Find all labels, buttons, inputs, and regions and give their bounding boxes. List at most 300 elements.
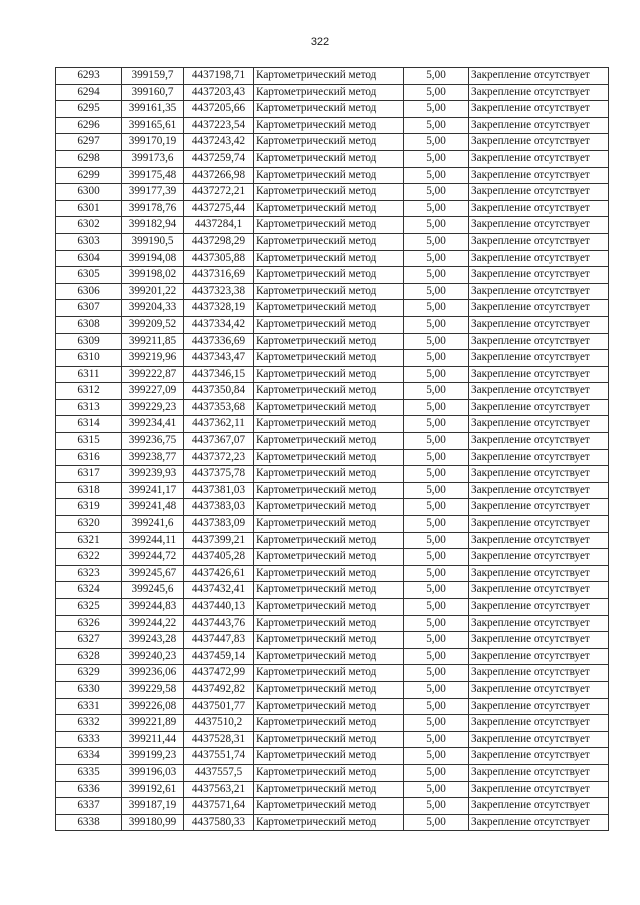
fixation-cell: Закрепление отсутствует <box>469 200 609 217</box>
method-cell: Картометрический метод <box>254 466 404 483</box>
x-coordinate-cell: 399160,7 <box>122 84 184 101</box>
table-row <box>56 333 609 350</box>
method-cell: Картометрический метод <box>254 117 404 134</box>
y-coordinate-cell: 4437472,99 <box>184 665 254 682</box>
method-cell: Картометрический метод <box>254 499 404 516</box>
accuracy-cell: 5,00 <box>404 665 469 682</box>
fixation-cell: Закрепление отсутствует <box>469 748 609 765</box>
x-coordinate-cell: 399236,75 <box>122 433 184 450</box>
table-row <box>56 764 609 781</box>
x-coordinate-cell: 399190,5 <box>122 233 184 250</box>
method-cell: Картометрический метод <box>254 798 404 815</box>
table-row <box>56 233 609 250</box>
point-number-cell: 6332 <box>56 715 122 732</box>
point-number-cell: 6327 <box>56 632 122 649</box>
table-row <box>56 383 609 400</box>
accuracy-cell: 5,00 <box>404 599 469 616</box>
y-coordinate-cell: 4437243,42 <box>184 134 254 151</box>
table-row <box>56 499 609 516</box>
y-coordinate-cell: 4437405,28 <box>184 549 254 566</box>
method-cell: Картометрический метод <box>254 532 404 549</box>
fixation-cell: Закрепление отсутствует <box>469 101 609 118</box>
y-coordinate-cell: 4437372,23 <box>184 449 254 466</box>
coordinates-table <box>55 67 609 831</box>
table-row <box>56 350 609 367</box>
method-cell: Картометрический метод <box>254 217 404 234</box>
point-number-cell: 6313 <box>56 399 122 416</box>
x-coordinate-cell: 399199,23 <box>122 748 184 765</box>
x-coordinate-cell: 399241,48 <box>122 499 184 516</box>
y-coordinate-cell: 4437443,76 <box>184 615 254 632</box>
point-number-cell: 6335 <box>56 764 122 781</box>
x-coordinate-cell: 399236,06 <box>122 665 184 682</box>
table-row <box>56 283 609 300</box>
fixation-cell: Закрепление отсутствует <box>469 549 609 566</box>
x-coordinate-cell: 399244,22 <box>122 615 184 632</box>
method-cell: Картометрический метод <box>254 333 404 350</box>
x-coordinate-cell: 399175,48 <box>122 167 184 184</box>
x-coordinate-cell: 399238,77 <box>122 449 184 466</box>
table-row <box>56 466 609 483</box>
accuracy-cell: 5,00 <box>404 748 469 765</box>
fixation-cell: Закрепление отсутствует <box>469 516 609 533</box>
fixation-cell: Закрепление отсутствует <box>469 814 609 831</box>
accuracy-cell: 5,00 <box>404 101 469 118</box>
table-row <box>56 433 609 450</box>
fixation-cell: Закрепление отсутствует <box>469 383 609 400</box>
method-cell: Картометрический метод <box>254 366 404 383</box>
y-coordinate-cell: 4437353,68 <box>184 399 254 416</box>
accuracy-cell: 5,00 <box>404 781 469 798</box>
table-row <box>56 399 609 416</box>
x-coordinate-cell: 399198,02 <box>122 267 184 284</box>
table-row <box>56 599 609 616</box>
table-row <box>56 665 609 682</box>
method-cell: Картометрический метод <box>254 781 404 798</box>
y-coordinate-cell: 4437203,43 <box>184 84 254 101</box>
y-coordinate-cell: 4437571,64 <box>184 798 254 815</box>
fixation-cell: Закрепление отсутствует <box>469 764 609 781</box>
table-row <box>56 200 609 217</box>
y-coordinate-cell: 4437275,44 <box>184 200 254 217</box>
y-coordinate-cell: 4437510,2 <box>184 715 254 732</box>
accuracy-cell: 5,00 <box>404 798 469 815</box>
x-coordinate-cell: 399182,94 <box>122 217 184 234</box>
x-coordinate-cell: 399244,11 <box>122 532 184 549</box>
point-number-cell: 6324 <box>56 582 122 599</box>
x-coordinate-cell: 399161,35 <box>122 101 184 118</box>
fixation-cell: Закрепление отсутствует <box>469 350 609 367</box>
fixation-cell: Закрепление отсутствует <box>469 482 609 499</box>
y-coordinate-cell: 4437205,66 <box>184 101 254 118</box>
accuracy-cell: 5,00 <box>404 449 469 466</box>
accuracy-cell: 5,00 <box>404 366 469 383</box>
point-number-cell: 6325 <box>56 599 122 616</box>
x-coordinate-cell: 399165,61 <box>122 117 184 134</box>
accuracy-cell: 5,00 <box>404 217 469 234</box>
fixation-cell: Закрепление отсутствует <box>469 366 609 383</box>
method-cell: Картометрический метод <box>254 748 404 765</box>
y-coordinate-cell: 4437492,82 <box>184 681 254 698</box>
fixation-cell: Закрепление отсутствует <box>469 599 609 616</box>
accuracy-cell: 5,00 <box>404 300 469 317</box>
y-coordinate-cell: 4437432,41 <box>184 582 254 599</box>
fixation-cell: Закрепление отсутствует <box>469 665 609 682</box>
point-number-cell: 6297 <box>56 134 122 151</box>
table-row <box>56 449 609 466</box>
table-row <box>56 150 609 167</box>
fixation-cell: Закрепление отсутствует <box>469 698 609 715</box>
y-coordinate-cell: 4437272,21 <box>184 184 254 201</box>
table-row <box>56 715 609 732</box>
accuracy-cell: 5,00 <box>404 433 469 450</box>
accuracy-cell: 5,00 <box>404 184 469 201</box>
y-coordinate-cell: 4437375,78 <box>184 466 254 483</box>
table-row <box>56 416 609 433</box>
table-row <box>56 549 609 566</box>
method-cell: Картометрический метод <box>254 399 404 416</box>
table-row <box>56 482 609 499</box>
fixation-cell: Закрепление отсутствует <box>469 449 609 466</box>
point-number-cell: 6298 <box>56 150 122 167</box>
table-row <box>56 698 609 715</box>
table-row <box>56 84 609 101</box>
method-cell: Картометрический метод <box>254 184 404 201</box>
fixation-cell: Закрепление отсутствует <box>469 416 609 433</box>
x-coordinate-cell: 399243,28 <box>122 632 184 649</box>
table-row <box>56 117 609 134</box>
point-number-cell: 6318 <box>56 482 122 499</box>
accuracy-cell: 5,00 <box>404 648 469 665</box>
accuracy-cell: 5,00 <box>404 383 469 400</box>
x-coordinate-cell: 399201,22 <box>122 283 184 300</box>
x-coordinate-cell: 399170,19 <box>122 134 184 151</box>
table-row <box>56 217 609 234</box>
table-row <box>56 798 609 815</box>
accuracy-cell: 5,00 <box>404 200 469 217</box>
fixation-cell: Закрепление отсутствует <box>469 582 609 599</box>
point-number-cell: 6326 <box>56 615 122 632</box>
table-row <box>56 366 609 383</box>
table-row <box>56 68 609 85</box>
method-cell: Картометрический метод <box>254 433 404 450</box>
y-coordinate-cell: 4437316,69 <box>184 267 254 284</box>
accuracy-cell: 5,00 <box>404 632 469 649</box>
x-coordinate-cell: 399226,08 <box>122 698 184 715</box>
table-row <box>56 565 609 582</box>
point-number-cell: 6308 <box>56 316 122 333</box>
fixation-cell: Закрепление отсутствует <box>469 233 609 250</box>
table-row <box>56 300 609 317</box>
method-cell: Картометрический метод <box>254 698 404 715</box>
fixation-cell: Закрепление отсутствует <box>469 167 609 184</box>
table-row <box>56 101 609 118</box>
y-coordinate-cell: 4437459,14 <box>184 648 254 665</box>
accuracy-cell: 5,00 <box>404 250 469 267</box>
method-cell: Картометрический метод <box>254 665 404 682</box>
accuracy-cell: 5,00 <box>404 350 469 367</box>
point-number-cell: 6333 <box>56 731 122 748</box>
table-row <box>56 267 609 284</box>
x-coordinate-cell: 399240,23 <box>122 648 184 665</box>
accuracy-cell: 5,00 <box>404 516 469 533</box>
y-coordinate-cell: 4437336,69 <box>184 333 254 350</box>
point-number-cell: 6336 <box>56 781 122 798</box>
x-coordinate-cell: 399229,58 <box>122 681 184 698</box>
point-number-cell: 6300 <box>56 184 122 201</box>
fixation-cell: Закрепление отсутствует <box>469 615 609 632</box>
method-cell: Картометрический метод <box>254 101 404 118</box>
accuracy-cell: 5,00 <box>404 466 469 483</box>
table-row <box>56 134 609 151</box>
accuracy-cell: 5,00 <box>404 84 469 101</box>
x-coordinate-cell: 399177,39 <box>122 184 184 201</box>
method-cell: Картометрический метод <box>254 68 404 85</box>
fixation-cell: Закрепление отсутствует <box>469 300 609 317</box>
x-coordinate-cell: 399241,17 <box>122 482 184 499</box>
accuracy-cell: 5,00 <box>404 549 469 566</box>
fixation-cell: Закрепление отсутствует <box>469 648 609 665</box>
point-number-cell: 6295 <box>56 101 122 118</box>
point-number-cell: 6329 <box>56 665 122 682</box>
fixation-cell: Закрепление отсутствует <box>469 267 609 284</box>
x-coordinate-cell: 399209,52 <box>122 316 184 333</box>
y-coordinate-cell: 4437440,13 <box>184 599 254 616</box>
fixation-cell: Закрепление отсутствует <box>469 632 609 649</box>
x-coordinate-cell: 399211,44 <box>122 731 184 748</box>
accuracy-cell: 5,00 <box>404 150 469 167</box>
method-cell: Картометрический метод <box>254 449 404 466</box>
fixation-cell: Закрепление отсутствует <box>469 399 609 416</box>
x-coordinate-cell: 399227,09 <box>122 383 184 400</box>
fixation-cell: Закрепление отсутствует <box>469 499 609 516</box>
method-cell: Картометрический метод <box>254 565 404 582</box>
y-coordinate-cell: 4437323,38 <box>184 283 254 300</box>
method-cell: Картометрический метод <box>254 615 404 632</box>
method-cell: Картометрический метод <box>254 84 404 101</box>
x-coordinate-cell: 399219,96 <box>122 350 184 367</box>
y-coordinate-cell: 4437557,5 <box>184 764 254 781</box>
fixation-cell: Закрепление отсутствует <box>469 466 609 483</box>
fixation-cell: Закрепление отсутствует <box>469 532 609 549</box>
point-number-cell: 6322 <box>56 549 122 566</box>
x-coordinate-cell: 399222,87 <box>122 366 184 383</box>
method-cell: Картометрический метод <box>254 167 404 184</box>
y-coordinate-cell: 4437426,61 <box>184 565 254 582</box>
accuracy-cell: 5,00 <box>404 333 469 350</box>
fixation-cell: Закрепление отсутствует <box>469 68 609 85</box>
y-coordinate-cell: 4437350,84 <box>184 383 254 400</box>
point-number-cell: 6301 <box>56 200 122 217</box>
coordinates-table-body <box>56 68 609 831</box>
fixation-cell: Закрепление отсутствует <box>469 433 609 450</box>
accuracy-cell: 5,00 <box>404 134 469 151</box>
fixation-cell: Закрепление отсутствует <box>469 681 609 698</box>
accuracy-cell: 5,00 <box>404 482 469 499</box>
accuracy-cell: 5,00 <box>404 532 469 549</box>
point-number-cell: 6309 <box>56 333 122 350</box>
method-cell: Картометрический метод <box>254 250 404 267</box>
y-coordinate-cell: 4437399,21 <box>184 532 254 549</box>
point-number-cell: 6337 <box>56 798 122 815</box>
point-number-cell: 6328 <box>56 648 122 665</box>
point-number-cell: 6321 <box>56 532 122 549</box>
accuracy-cell: 5,00 <box>404 267 469 284</box>
table-row <box>56 316 609 333</box>
y-coordinate-cell: 4437367,07 <box>184 433 254 450</box>
accuracy-cell: 5,00 <box>404 167 469 184</box>
point-number-cell: 6296 <box>56 117 122 134</box>
point-number-cell: 6306 <box>56 283 122 300</box>
method-cell: Картометрический метод <box>254 814 404 831</box>
method-cell: Картометрический метод <box>254 681 404 698</box>
accuracy-cell: 5,00 <box>404 233 469 250</box>
method-cell: Картометрический метод <box>254 599 404 616</box>
table-row <box>56 516 609 533</box>
point-number-cell: 6310 <box>56 350 122 367</box>
accuracy-cell: 5,00 <box>404 698 469 715</box>
fixation-cell: Закрепление отсутствует <box>469 316 609 333</box>
table-row <box>56 648 609 665</box>
method-cell: Картометрический метод <box>254 267 404 284</box>
accuracy-cell: 5,00 <box>404 68 469 85</box>
table-row <box>56 748 609 765</box>
y-coordinate-cell: 4437563,21 <box>184 781 254 798</box>
accuracy-cell: 5,00 <box>404 715 469 732</box>
y-coordinate-cell: 4437305,88 <box>184 250 254 267</box>
x-coordinate-cell: 399244,72 <box>122 549 184 566</box>
x-coordinate-cell: 399159,7 <box>122 68 184 85</box>
accuracy-cell: 5,00 <box>404 117 469 134</box>
method-cell: Картометрический метод <box>254 582 404 599</box>
x-coordinate-cell: 399178,76 <box>122 200 184 217</box>
fixation-cell: Закрепление отсутствует <box>469 150 609 167</box>
method-cell: Картометрический метод <box>254 383 404 400</box>
x-coordinate-cell: 399211,85 <box>122 333 184 350</box>
point-number-cell: 6320 <box>56 516 122 533</box>
method-cell: Картометрический метод <box>254 632 404 649</box>
point-number-cell: 6314 <box>56 416 122 433</box>
point-number-cell: 6307 <box>56 300 122 317</box>
point-number-cell: 6312 <box>56 383 122 400</box>
y-coordinate-cell: 4437346,15 <box>184 366 254 383</box>
x-coordinate-cell: 399229,23 <box>122 399 184 416</box>
table-row <box>56 781 609 798</box>
y-coordinate-cell: 4437580,33 <box>184 814 254 831</box>
table-row <box>56 532 609 549</box>
x-coordinate-cell: 399244,83 <box>122 599 184 616</box>
x-coordinate-cell: 399192,61 <box>122 781 184 798</box>
accuracy-cell: 5,00 <box>404 731 469 748</box>
point-number-cell: 6331 <box>56 698 122 715</box>
point-number-cell: 6303 <box>56 233 122 250</box>
fixation-cell: Закрепление отсутствует <box>469 184 609 201</box>
point-number-cell: 6293 <box>56 68 122 85</box>
point-number-cell: 6334 <box>56 748 122 765</box>
point-number-cell: 6323 <box>56 565 122 582</box>
page-number: 322 <box>310 36 330 48</box>
y-coordinate-cell: 4437223,54 <box>184 117 254 134</box>
method-cell: Картометрический метод <box>254 233 404 250</box>
method-cell: Картометрический метод <box>254 648 404 665</box>
accuracy-cell: 5,00 <box>404 399 469 416</box>
accuracy-cell: 5,00 <box>404 582 469 599</box>
method-cell: Картометрический метод <box>254 416 404 433</box>
fixation-cell: Закрепление отсутствует <box>469 134 609 151</box>
x-coordinate-cell: 399187,19 <box>122 798 184 815</box>
y-coordinate-cell: 4437447,83 <box>184 632 254 649</box>
y-coordinate-cell: 4437334,42 <box>184 316 254 333</box>
point-number-cell: 6315 <box>56 433 122 450</box>
point-number-cell: 6317 <box>56 466 122 483</box>
point-number-cell: 6311 <box>56 366 122 383</box>
x-coordinate-cell: 399180,99 <box>122 814 184 831</box>
y-coordinate-cell: 4437298,29 <box>184 233 254 250</box>
point-number-cell: 6316 <box>56 449 122 466</box>
y-coordinate-cell: 4437284,1 <box>184 217 254 234</box>
accuracy-cell: 5,00 <box>404 316 469 333</box>
method-cell: Картометрический метод <box>254 764 404 781</box>
method-cell: Картометрический метод <box>254 316 404 333</box>
method-cell: Картометрический метод <box>254 134 404 151</box>
y-coordinate-cell: 4437383,09 <box>184 516 254 533</box>
fixation-cell: Закрепление отсутствует <box>469 715 609 732</box>
method-cell: Картометрический метод <box>254 715 404 732</box>
y-coordinate-cell: 4437551,74 <box>184 748 254 765</box>
fixation-cell: Закрепление отсутствует <box>469 798 609 815</box>
accuracy-cell: 5,00 <box>404 615 469 632</box>
fixation-cell: Закрепление отсутствует <box>469 333 609 350</box>
fixation-cell: Закрепление отсутствует <box>469 84 609 101</box>
accuracy-cell: 5,00 <box>404 416 469 433</box>
point-number-cell: 6304 <box>56 250 122 267</box>
fixation-cell: Закрепление отсутствует <box>469 283 609 300</box>
method-cell: Картометрический метод <box>254 516 404 533</box>
point-number-cell: 6338 <box>56 814 122 831</box>
method-cell: Картометрический метод <box>254 200 404 217</box>
y-coordinate-cell: 4437381,03 <box>184 482 254 499</box>
point-number-cell: 6305 <box>56 267 122 284</box>
y-coordinate-cell: 4437328,19 <box>184 300 254 317</box>
table-row <box>56 615 609 632</box>
x-coordinate-cell: 399234,41 <box>122 416 184 433</box>
x-coordinate-cell: 399196,03 <box>122 764 184 781</box>
x-coordinate-cell: 399173,6 <box>122 150 184 167</box>
table-row <box>56 632 609 649</box>
point-number-cell: 6299 <box>56 167 122 184</box>
y-coordinate-cell: 4437528,31 <box>184 731 254 748</box>
x-coordinate-cell: 399245,67 <box>122 565 184 582</box>
x-coordinate-cell: 399245,6 <box>122 582 184 599</box>
accuracy-cell: 5,00 <box>404 681 469 698</box>
accuracy-cell: 5,00 <box>404 283 469 300</box>
table-row <box>56 184 609 201</box>
method-cell: Картометрический метод <box>254 350 404 367</box>
accuracy-cell: 5,00 <box>404 565 469 582</box>
table-row <box>56 731 609 748</box>
y-coordinate-cell: 4437259,74 <box>184 150 254 167</box>
method-cell: Картометрический метод <box>254 283 404 300</box>
method-cell: Картометрический метод <box>254 731 404 748</box>
x-coordinate-cell: 399239,93 <box>122 466 184 483</box>
x-coordinate-cell: 399194,08 <box>122 250 184 267</box>
y-coordinate-cell: 4437266,98 <box>184 167 254 184</box>
accuracy-cell: 5,00 <box>404 764 469 781</box>
y-coordinate-cell: 4437501,77 <box>184 698 254 715</box>
fixation-cell: Закрепление отсутствует <box>469 731 609 748</box>
y-coordinate-cell: 4437343,47 <box>184 350 254 367</box>
point-number-cell: 6319 <box>56 499 122 516</box>
